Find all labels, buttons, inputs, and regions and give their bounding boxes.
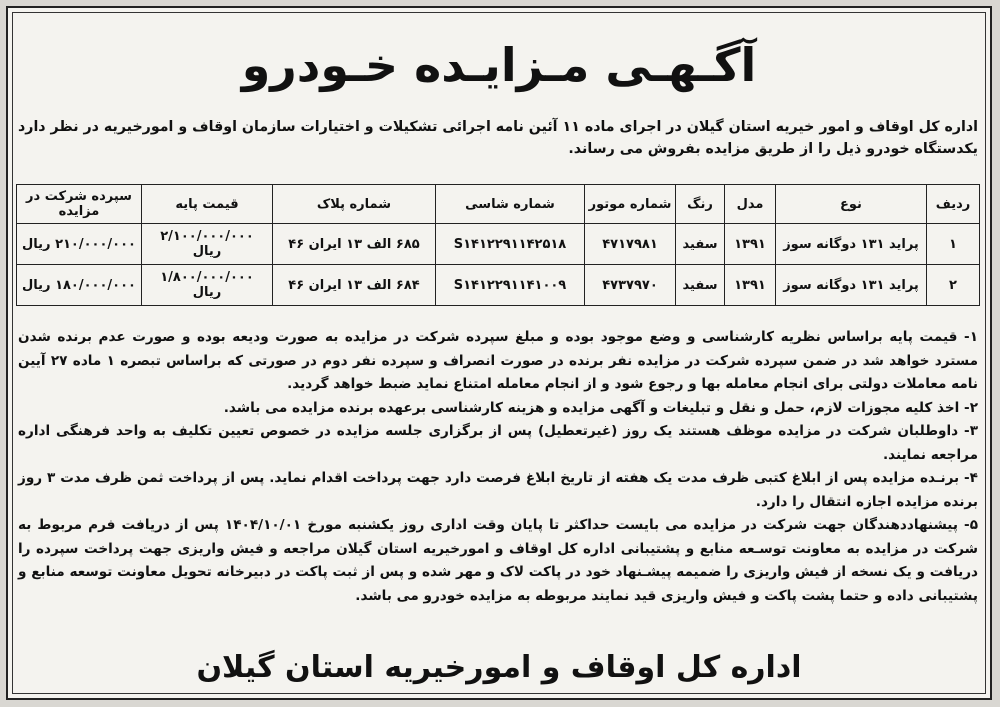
cell-row-number: ۱	[927, 224, 980, 265]
cell-chassis-number: S۱۴۱۲۲۹۱۱۴۱۰۰۹	[436, 265, 585, 306]
header-plate-number: شماره پلاک	[273, 185, 436, 224]
header-base-price: قیمت پایه	[142, 185, 273, 224]
cell-model: ۱۳۹۱	[725, 224, 776, 265]
header-type: نوع	[776, 185, 927, 224]
cell-plate-number: ۶۸۴ الف ۱۳ ایران ۴۶	[273, 265, 436, 306]
cell-base-price: ۲/۱۰۰/۰۰۰/۰۰۰ ریال	[142, 224, 273, 265]
cell-base-price: ۱/۸۰۰/۰۰۰/۰۰۰ ریال	[142, 265, 273, 306]
condition-item-5: ۵- پیشنهاددهندگان جهت شرکت در مزایده می بایست حداکثر تا پایان وقت اداری روز یکشنبه مورخ ۱۴۰۴/۱۰/۰۱ پس از دریافت فرم مربوط به شرکت در مزایده به معاونت توسـعه منابع و پشتیبانی اداره کل اوقاف و امورخیریه استان گیلان مراجعه و فیش واریزی جهت پرداخت سپرده را دریافت و یک نسخه از فیش واریزی را ضمیمه پیشـنهاد خود در پاکت لاک و مهر شده و پس از ثبت پاکت در دبیرخانه تحویل معاونت توسعه منابع و پشتیبانی داده و حتما پشت پاکت و فیش واریزی قید نمایند مربوطه به مزایده خودرو می باشد.	[18, 517, 978, 604]
cell-color: سفید	[676, 265, 725, 306]
condition-item-1: ۱- قیمت پایه براساس نظریه کارشناسی و وضع موجود بوده و مبلغ سپرده شرکت در مزایده به صورت ودیعه بوده و صورت عدم برنده شدن مسترد خواهد شد در ضمن سپرده شرکت در مزایده نفر برنده در صورت انصراف و سپرده نفر دوم در صورتی که براساس تبصره ۱ ماده ۲۷ آیین نامه معاملات دولتی برای انجام معامله بها و رجوع شود و از انجام معامله امتناع نماید ضبط خواهد گردید.	[18, 329, 978, 392]
header-color: رنگ	[676, 185, 725, 224]
intro-paragraph: اداره کل اوقاف و امور خیریه استان گیلان در اجرای ماده ۱۱ آئین نامه اجرائی تشکیلات و اختیارات سازمان اوقاف و امورخیریه در نظر دارد یکدستگاه خودرو ذیل را از طریق مزایده بفروش می رساند.	[18, 119, 978, 157]
cell-deposit: ۲۱۰/۰۰۰/۰۰۰ ریال	[17, 224, 142, 265]
cell-type: پراید ۱۳۱ دوگانه سوز	[776, 265, 927, 306]
cell-color: سفید	[676, 224, 725, 265]
cell-deposit: ۱۸۰/۰۰۰/۰۰۰ ریال	[17, 265, 142, 306]
header-chassis-number: شماره شاسی	[436, 185, 585, 224]
header-model: مدل	[725, 185, 776, 224]
cell-engine-number: ۴۷۳۷۹۷۰	[585, 265, 676, 306]
issuer-signature: اداره کل اوقاف و امورخیریه استان گیلان	[196, 650, 802, 685]
page-title: آگـهـی مـزایـده خـودرو	[241, 38, 757, 92]
cell-row-number: ۲	[927, 265, 980, 306]
table-row	[17, 265, 980, 306]
cell-model: ۱۳۹۱	[725, 265, 776, 306]
conditions-list	[18, 326, 978, 608]
header-engine-number: شماره موتور	[585, 185, 676, 224]
table-row	[17, 224, 980, 265]
cell-plate-number: ۶۸۵ الف ۱۳ ایران ۴۶	[273, 224, 436, 265]
table-header-row	[17, 185, 980, 224]
cell-type: پراید ۱۳۱ دوگانه سوز	[776, 224, 927, 265]
condition-item-3: ۳- داوطلبان شرکت در مزایده موظف هستند یک روز (غیرتعطیل) پس از برگزاری جلسه مزایده در خصوص تعیین تکلیف به واحد فرهنگی اداره مراجعه نمایند.	[18, 423, 978, 463]
cell-engine-number: ۴۷۱۷۹۸۱	[585, 224, 676, 265]
header-deposit: سپرده شرکت در مزایده	[17, 185, 142, 224]
condition-item-2: ۲- اخذ کلیه مجوزات لازم، حمل و نقل و تبلیغات و آگهی مزایده و هزینه کارشناسی برعهده برنده مزایده می باشد.	[223, 399, 978, 416]
condition-item-4: ۴- برنـده مزایده پس از ابلاغ کتبی ظرف مدت یک هفته از تاریخ ابلاغ فرصت دارد جهت پرداخت اقدام نماید. پس از پرداخت ثمن ظرف مدت ۳ روز برنده مزایده اجازه انتقال را دارد.	[18, 470, 978, 510]
advertisement-page	[6, 6, 992, 700]
header-row-number: ردیف	[927, 185, 980, 224]
vehicle-table	[16, 184, 980, 306]
cell-chassis-number: S۱۴۱۲۲۹۱۱۴۲۵۱۸	[436, 224, 585, 265]
